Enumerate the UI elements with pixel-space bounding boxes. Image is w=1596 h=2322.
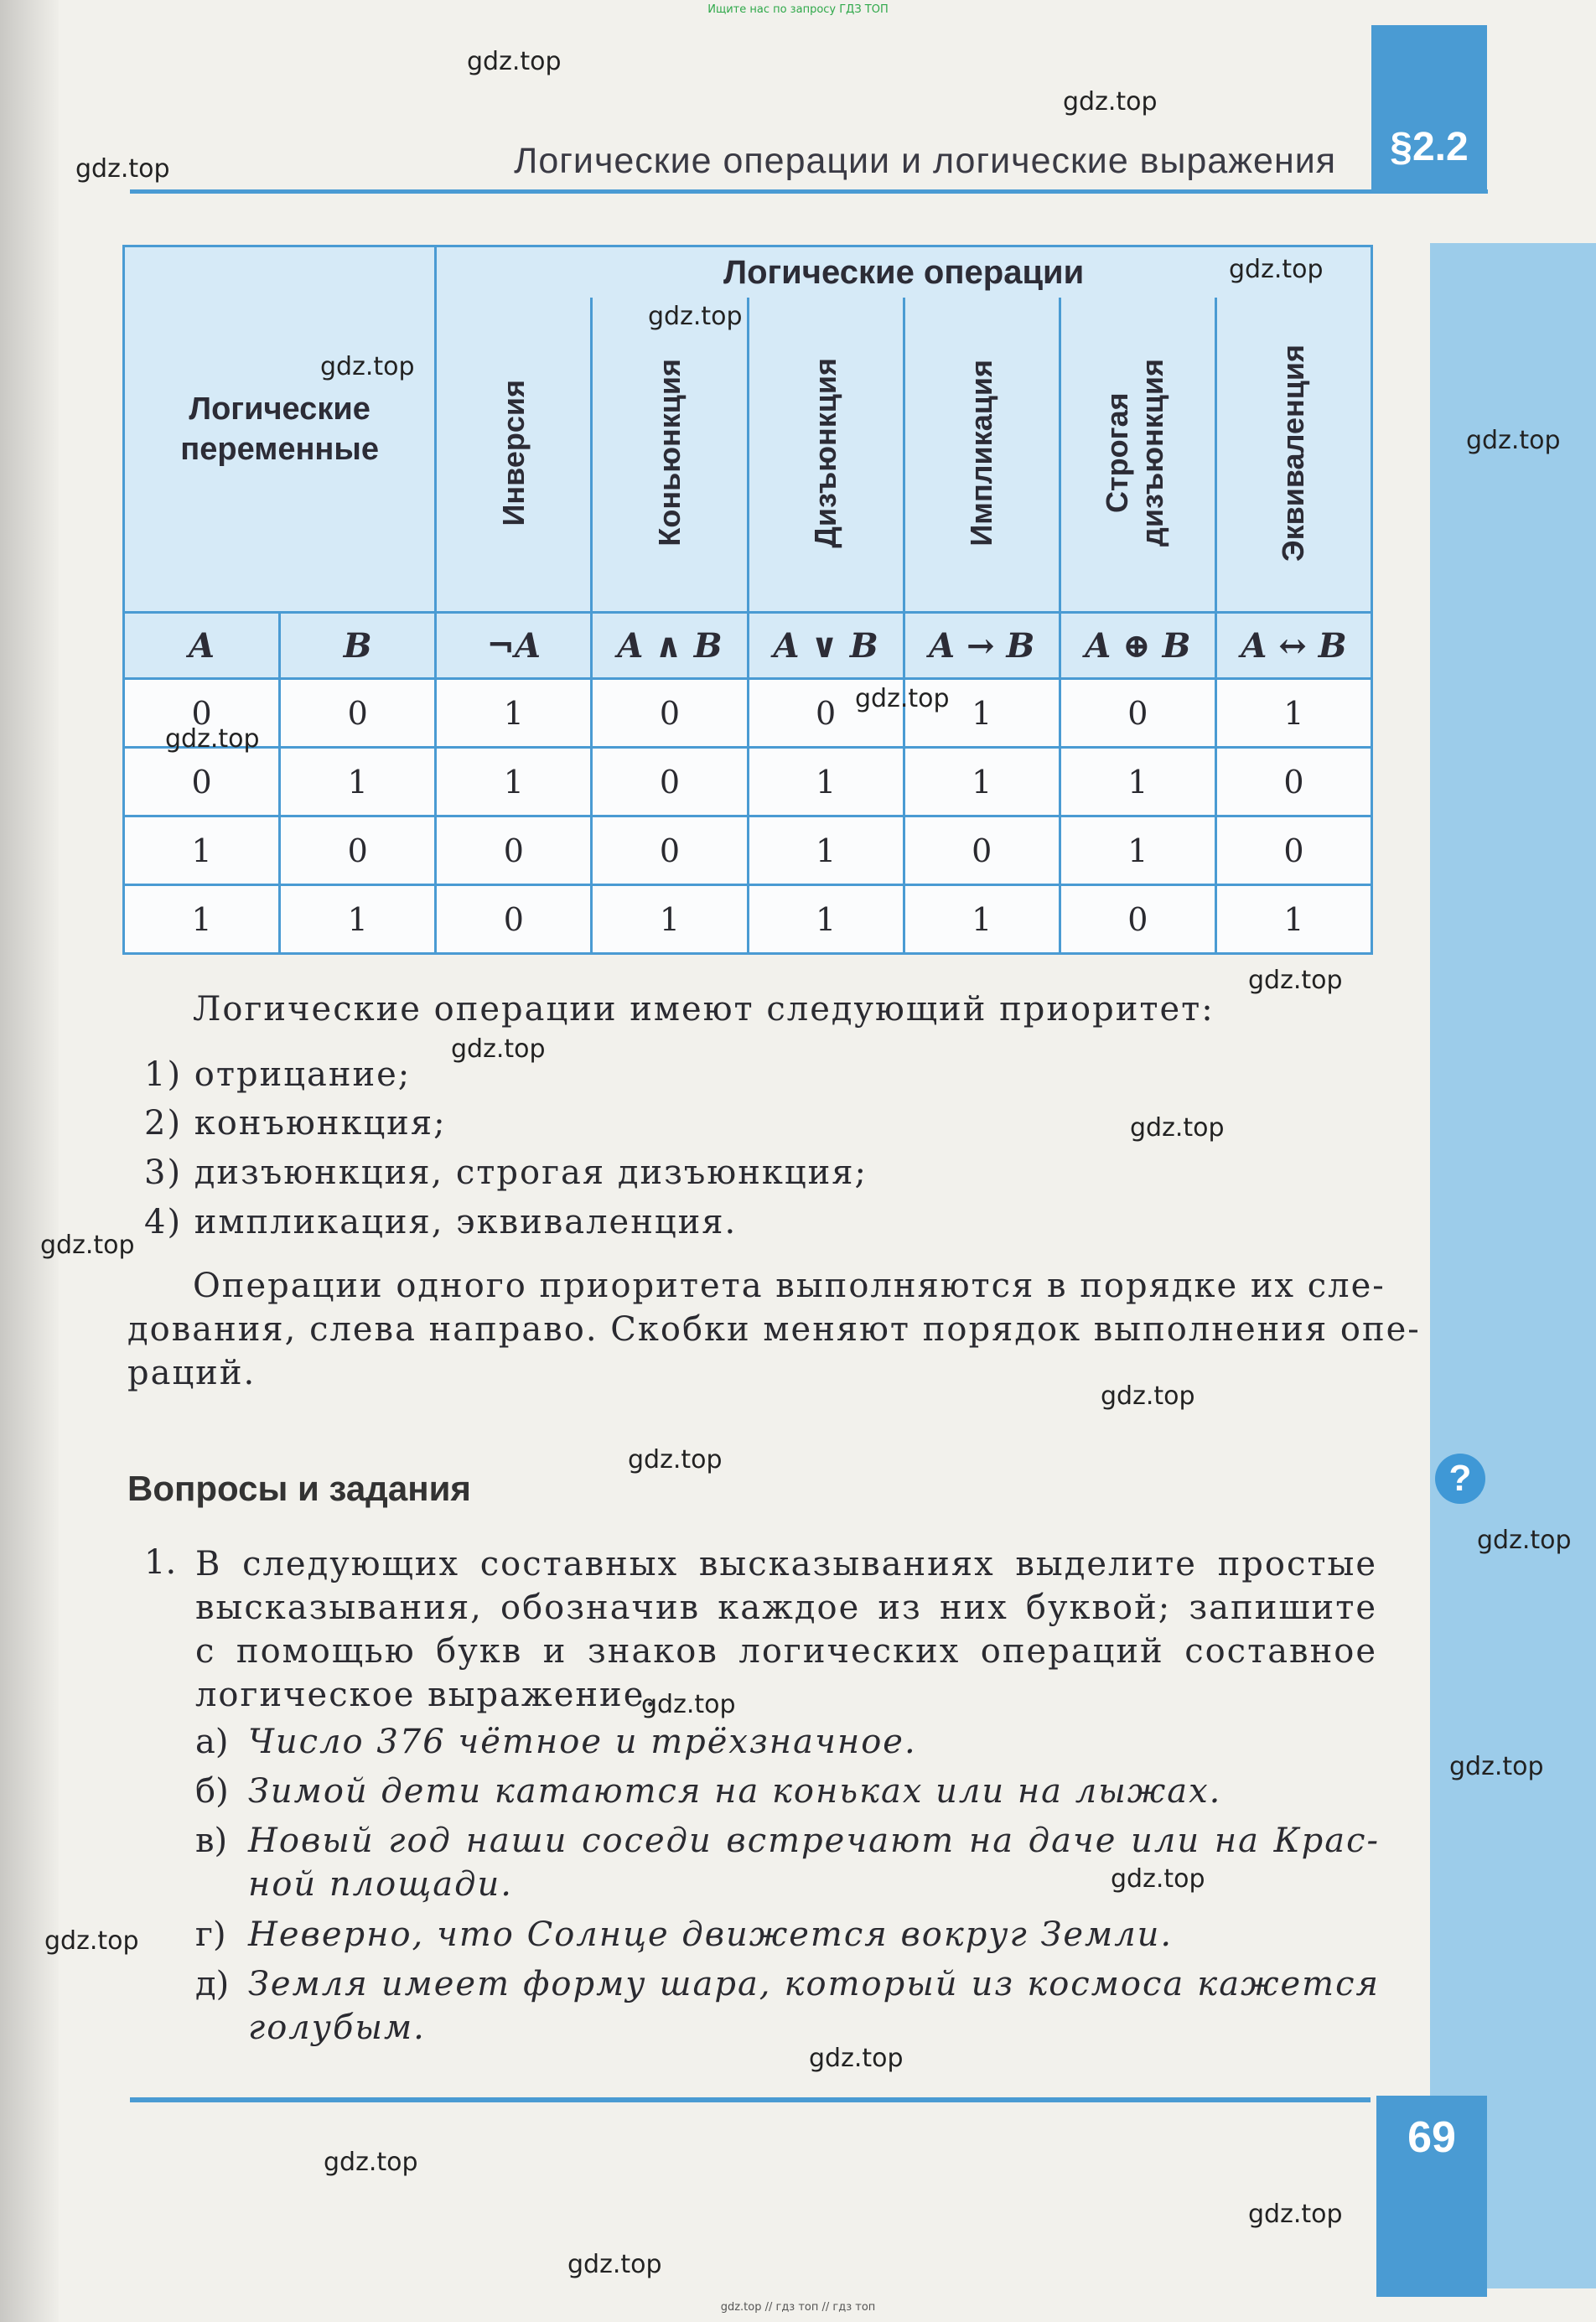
watermark: gdz.top — [1101, 1381, 1195, 1411]
op-name-cell — [1215, 298, 1371, 613]
op-name-xor: Строгая дизъюнкция — [1100, 359, 1170, 547]
watermark: gdz.top — [451, 1034, 546, 1064]
watermark: gdz.top — [1477, 1526, 1572, 1555]
op-name-equivalence: Эквиваленция — [1276, 344, 1311, 562]
watermark: gdz.top — [165, 724, 260, 754]
watermark: gdz.top — [1111, 1864, 1205, 1894]
watermark: gdz.top — [320, 352, 415, 381]
watermark: gdz.top — [324, 2148, 418, 2177]
subitem-text: ной площади. — [248, 1865, 513, 1904]
table-cell: 0 — [1060, 885, 1215, 954]
table-cell: 1 — [124, 885, 280, 954]
table-cell: 1 — [280, 748, 436, 816]
question-line: логическое выражение. — [195, 1676, 658, 1714]
table-cell: 0 — [436, 885, 592, 954]
watermark: gdz.top — [44, 1926, 139, 1956]
table-cell: 1 — [436, 748, 592, 816]
table-cell: 0 — [124, 748, 280, 816]
formula-cell: A ↔ B — [1215, 613, 1371, 679]
table-cell: 0 — [436, 816, 592, 885]
note-line: раций. — [127, 1354, 256, 1392]
table-cell: 1 — [1215, 679, 1371, 748]
table-cell: 0 — [592, 748, 748, 816]
formula-cell: A ⊕ B — [1060, 613, 1215, 679]
note-line: дования, слева направо. Скобки меняют порядок выполнения опе- — [127, 1310, 1421, 1349]
side-margin-bar — [1430, 243, 1596, 2288]
watermark: gdz.top — [75, 154, 170, 184]
watermark: gdz.top — [1063, 87, 1158, 117]
table-cell: 0 — [1060, 679, 1215, 748]
table-cell: 1 — [904, 885, 1060, 954]
subitem-letter: а) — [195, 1723, 229, 1761]
watermark: gdz.top — [1449, 1752, 1544, 1781]
subitem-text: Число 376 чётное и трёхзначное. — [248, 1723, 917, 1761]
table-cell: 1 — [1060, 816, 1215, 885]
table-cell: 1 — [1060, 748, 1215, 816]
priority-item: 4) импликация, эквиваленция. — [144, 1203, 738, 1241]
subitem-letter: г) — [195, 1915, 226, 1954]
subitem-letter: д) — [195, 1965, 230, 2003]
table-cell: 1 — [124, 816, 280, 885]
formula-cell: A ∧ B — [592, 613, 748, 679]
question-icon: ? — [1435, 1454, 1485, 1504]
watermark: gdz.top — [1466, 426, 1561, 455]
table-cell: 1 — [748, 816, 904, 885]
watermark: gdz.top — [567, 2250, 662, 2279]
table-cell: 0 — [1215, 748, 1371, 816]
questions-heading: Вопросы и задания — [127, 1469, 471, 1508]
op-name-implication: Импликация — [964, 359, 999, 547]
table-cell: 1 — [748, 748, 904, 816]
priority-item: 3) дизъюнкция, строгая дизъюнкция; — [144, 1153, 868, 1192]
question-line: В следующих составных высказываниях выделите простые — [195, 1545, 1377, 1583]
subitem-text: голубым. — [248, 2008, 426, 2047]
watermark: gdz.top — [467, 47, 562, 76]
table-cell: 1 — [436, 679, 592, 748]
subitem-text: Земля имеет форму шара, который из космоса кажется — [248, 1965, 1380, 2003]
table-cell: 1 — [592, 885, 748, 954]
op-name-disjunction: Дизъюнкция — [808, 357, 843, 548]
table-cell: 0 — [748, 679, 904, 748]
running-header: Логические операции и логические выражения — [514, 141, 1336, 181]
table-cell: 1 — [904, 679, 1060, 748]
subitem-text: Зимой дети катаются на коньках или на лыжах. — [248, 1772, 1222, 1811]
table-cell: 1 — [1215, 885, 1371, 954]
watermark: gdz.top — [1248, 966, 1343, 995]
table-row — [124, 816, 1372, 885]
note-line: Операции одного приоритета выполняются в порядке их сле- — [193, 1267, 1386, 1305]
question-line: с помощью букв и знаков логических операций составное — [195, 1632, 1377, 1671]
priority-item: 1) отрицание; — [144, 1055, 412, 1094]
table-cell: 0 — [592, 679, 748, 748]
table-row — [124, 885, 1372, 954]
formula-cell: A ∨ B — [748, 613, 904, 679]
table-cell: 0 — [1215, 816, 1371, 885]
op-name-cell — [592, 298, 748, 613]
op-name-conjunction: Коньюнкция — [651, 359, 687, 547]
watermark: gdz.top — [648, 302, 743, 331]
subitem-text: Неверно, что Солнце движется вокруг Земли. — [248, 1915, 1174, 1954]
page-number: 69 — [1407, 2113, 1456, 2162]
op-name-cell — [1060, 298, 1215, 613]
table-cell: 0 — [904, 816, 1060, 885]
watermark: gdz.top — [1130, 1113, 1225, 1143]
table-cell: 0 — [280, 679, 436, 748]
op-name-cell — [748, 298, 904, 613]
operations-group-header: Логические операции — [436, 246, 1372, 298]
priority-intro: Логические операции имеют следующий приоритет: — [193, 990, 1215, 1029]
question-line: высказывания, обозначив каждое из них буквой; запишите — [195, 1589, 1377, 1627]
watermark: gdz.top — [1229, 255, 1324, 284]
watermark: gdz.top — [641, 1690, 736, 1719]
section-number: §2.2 — [1390, 125, 1469, 169]
top-note: Ищите нас по запросу ГДЗ ТОП — [707, 3, 889, 16]
truth-table — [122, 245, 1373, 955]
watermark: gdz.top — [809, 2044, 904, 2073]
table-cell: 0 — [280, 816, 436, 885]
formula-cell: A → B — [904, 613, 1060, 679]
table-cell: 1 — [904, 748, 1060, 816]
op-name-inversion: Инверсия — [495, 379, 531, 526]
watermark: gdz.top — [855, 684, 950, 713]
bottom-note: gdz.top // гдз топ // гдз топ — [720, 2301, 876, 2314]
priority-item: 2) конъюнкция; — [144, 1104, 447, 1143]
table-row — [124, 748, 1372, 816]
formula-cell: B — [280, 613, 436, 679]
variables-group-header: Логические переменные — [124, 246, 436, 613]
page-gutter-shadow — [0, 0, 59, 2322]
formula-cell: ¬A — [436, 613, 592, 679]
subitem-letter: б) — [195, 1772, 229, 1811]
subitem-letter: в) — [195, 1822, 228, 1860]
question-number: 1. — [144, 1543, 177, 1582]
op-name-cell — [904, 298, 1060, 613]
table-cell: 1 — [748, 885, 904, 954]
footer-rule — [130, 2097, 1371, 2102]
subitem-text: Новый год наши соседи встречают на даче или на Крас- — [248, 1822, 1380, 1860]
table-cell: 0 — [124, 679, 280, 748]
table-cell: 1 — [280, 885, 436, 954]
header-rule — [130, 189, 1488, 194]
formula-cell: A — [124, 613, 280, 679]
table-cell: 0 — [592, 816, 748, 885]
table-row — [124, 679, 1372, 748]
watermark: gdz.top — [1248, 2200, 1343, 2229]
op-name-cell — [436, 298, 592, 613]
watermark: gdz.top — [40, 1231, 135, 1260]
watermark: gdz.top — [628, 1445, 723, 1475]
